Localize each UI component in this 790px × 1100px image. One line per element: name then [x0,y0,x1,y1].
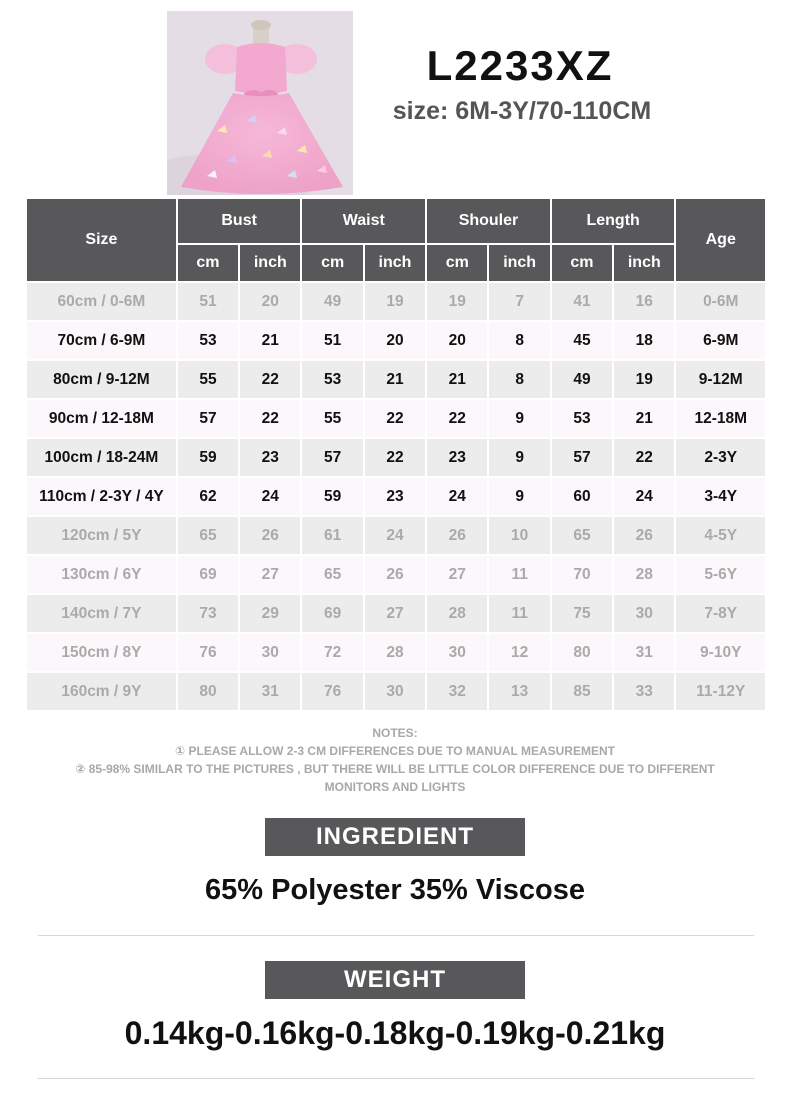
table-row [27,439,765,478]
cell-age: 7-8Y [676,595,765,634]
table-row [27,400,765,439]
header-unit-inch: inch [614,245,674,283]
cell-length-inch: 26 [614,517,674,556]
cell-shoulder-cm: 30 [427,634,487,673]
cell-length-inch: 33 [614,673,674,712]
cell-bust-inch: 29 [240,595,300,634]
size-range: size: 6M-3Y/70-110CM [392,97,652,125]
notes-title: NOTES: [372,726,418,740]
header-shoulder: Shouler [427,199,550,245]
cell-bust-inch: 22 [240,361,300,400]
cell-shoulder-cm: 20 [427,322,487,361]
cell-length-inch: 21 [614,400,674,439]
weight-value: 0.14kg-0.16kg-0.18kg-0.19kg-0.21kg [124,1015,666,1051]
cell-bust-inch: 26 [240,517,300,556]
cell-shoulder-inch: 10 [489,517,549,556]
note-line: ① PLEASE ALLOW 2-3 CM DIFFERENCES DUE TO MANUAL MEASUREMENT [175,744,615,758]
header-unit-cm: cm [427,245,487,283]
cell-bust-cm: 59 [178,439,238,478]
header-unit-inch: inch [489,245,549,283]
cell-size: 100cm / 18-24M [27,439,176,478]
cell-shoulder-inch: 11 [489,595,549,634]
note-line: ② 85-98% SIMILAR TO THE PICTURES , BUT THERE WILL BE LITTLE COLOR DIFFERENCE DUE TO DIFFERENT [75,762,715,776]
cell-waist-cm: 61 [302,517,362,556]
cell-shoulder-inch: 9 [489,400,549,439]
cell-shoulder-cm: 24 [427,478,487,517]
cell-shoulder-inch: 9 [489,478,549,517]
cell-length-inch: 19 [614,361,674,400]
header-unit-inch: inch [365,245,425,283]
cell-length-cm: 80 [552,634,612,673]
cell-bust-inch: 22 [240,400,300,439]
cell-shoulder-inch: 11 [489,556,549,595]
cell-bust-cm: 55 [178,361,238,400]
table-row [27,673,765,712]
cell-age: 9-10Y [676,634,765,673]
cell-length-cm: 49 [552,361,612,400]
cell-bust-cm: 62 [178,478,238,517]
notes-block [40,724,750,796]
cell-bust-cm: 51 [178,283,238,322]
table-row [27,322,765,361]
cell-waist-inch: 28 [365,634,425,673]
cell-age: 5-6Y [676,556,765,595]
cell-shoulder-inch: 13 [489,673,549,712]
cell-size: 110cm / 2-3Y / 4Y [27,478,176,517]
cell-length-inch: 31 [614,634,674,673]
cell-length-cm: 70 [552,556,612,595]
cell-length-cm: 65 [552,517,612,556]
cell-waist-cm: 57 [302,439,362,478]
cell-shoulder-cm: 27 [427,556,487,595]
cell-waist-inch: 23 [365,478,425,517]
cell-bust-cm: 76 [178,634,238,673]
cell-age: 2-3Y [676,439,765,478]
cell-size: 90cm / 12-18M [27,400,176,439]
cell-length-inch: 16 [614,283,674,322]
size-chart-table [25,199,767,712]
cell-bust-inch: 31 [240,673,300,712]
cell-shoulder-inch: 8 [489,361,549,400]
cell-waist-inch: 19 [365,283,425,322]
cell-shoulder-cm: 32 [427,673,487,712]
cell-shoulder-cm: 21 [427,361,487,400]
ingredient-label: INGREDIENT [265,818,525,856]
cell-waist-inch: 24 [365,517,425,556]
cell-length-cm: 53 [552,400,612,439]
table-row [27,478,765,517]
dress-illustration [167,11,353,195]
cell-length-inch: 28 [614,556,674,595]
cell-bust-inch: 21 [240,322,300,361]
cell-bust-cm: 57 [178,400,238,439]
cell-length-cm: 41 [552,283,612,322]
cell-bust-inch: 30 [240,634,300,673]
cell-waist-cm: 49 [302,283,362,322]
cell-age: 11-12Y [676,673,765,712]
cell-shoulder-cm: 22 [427,400,487,439]
header-size: Size [27,199,176,283]
header-length: Length [552,199,675,245]
product-photo [167,11,353,195]
cell-waist-inch: 22 [365,439,425,478]
table-row [27,595,765,634]
cell-age: 4-5Y [676,517,765,556]
cell-size: 130cm / 6Y [27,556,176,595]
cell-bust-cm: 65 [178,517,238,556]
cell-shoulder-inch: 8 [489,322,549,361]
cell-bust-cm: 73 [178,595,238,634]
cell-shoulder-cm: 26 [427,517,487,556]
cell-shoulder-cm: 19 [427,283,487,322]
cell-length-cm: 75 [552,595,612,634]
divider [38,1078,754,1079]
cell-age: 12-18M [676,400,765,439]
table-row [27,556,765,595]
cell-waist-inch: 22 [365,400,425,439]
cell-size: 160cm / 9Y [27,673,176,712]
cell-length-cm: 45 [552,322,612,361]
cell-bust-cm: 53 [178,322,238,361]
table-row [27,283,765,322]
cell-bust-inch: 27 [240,556,300,595]
cell-waist-cm: 53 [302,361,362,400]
cell-size: 150cm / 8Y [27,634,176,673]
cell-shoulder-cm: 23 [427,439,487,478]
table-row [27,361,765,400]
header-unit-inch: inch [240,245,300,283]
cell-length-cm: 60 [552,478,612,517]
cell-age: 0-6M [676,283,765,322]
cell-waist-cm: 51 [302,322,362,361]
cell-bust-cm: 69 [178,556,238,595]
cell-waist-inch: 27 [365,595,425,634]
divider [38,935,754,936]
product-code: L2233XZ [426,42,614,89]
cell-age: 9-12M [676,361,765,400]
table-row [27,517,765,556]
cell-length-cm: 57 [552,439,612,478]
note-line: MONITORS AND LIGHTS [324,780,466,794]
cell-waist-inch: 26 [365,556,425,595]
header-waist: Waist [302,199,425,245]
cell-waist-cm: 69 [302,595,362,634]
cell-size: 120cm / 5Y [27,517,176,556]
header-unit-cm: cm [178,245,238,283]
cell-size: 60cm / 0-6M [27,283,176,322]
cell-shoulder-inch: 9 [489,439,549,478]
cell-waist-cm: 59 [302,478,362,517]
ingredient-value: 65% Polyester 35% Viscose [205,874,585,906]
header-bust: Bust [178,199,301,245]
cell-length-cm: 85 [552,673,612,712]
cell-bust-inch: 23 [240,439,300,478]
header-unit-cm: cm [552,245,612,283]
cell-size: 80cm / 9-12M [27,361,176,400]
weight-label: WEIGHT [265,961,525,999]
cell-waist-cm: 76 [302,673,362,712]
cell-age: 3-4Y [676,478,765,517]
header-age: Age [676,199,765,283]
table-row [27,634,765,673]
cell-age: 6-9M [676,322,765,361]
cell-length-inch: 18 [614,322,674,361]
cell-shoulder-cm: 28 [427,595,487,634]
cell-waist-cm: 65 [302,556,362,595]
cell-waist-inch: 20 [365,322,425,361]
cell-size: 70cm / 6-9M [27,322,176,361]
header-unit-cm: cm [302,245,362,283]
cell-bust-inch: 24 [240,478,300,517]
cell-bust-cm: 80 [178,673,238,712]
cell-length-inch: 22 [614,439,674,478]
cell-waist-inch: 30 [365,673,425,712]
cell-waist-cm: 55 [302,400,362,439]
cell-waist-cm: 72 [302,634,362,673]
cell-length-inch: 24 [614,478,674,517]
cell-shoulder-inch: 12 [489,634,549,673]
cell-waist-inch: 21 [365,361,425,400]
cell-size: 140cm / 7Y [27,595,176,634]
cell-bust-inch: 20 [240,283,300,322]
cell-length-inch: 30 [614,595,674,634]
cell-shoulder-inch: 7 [489,283,549,322]
